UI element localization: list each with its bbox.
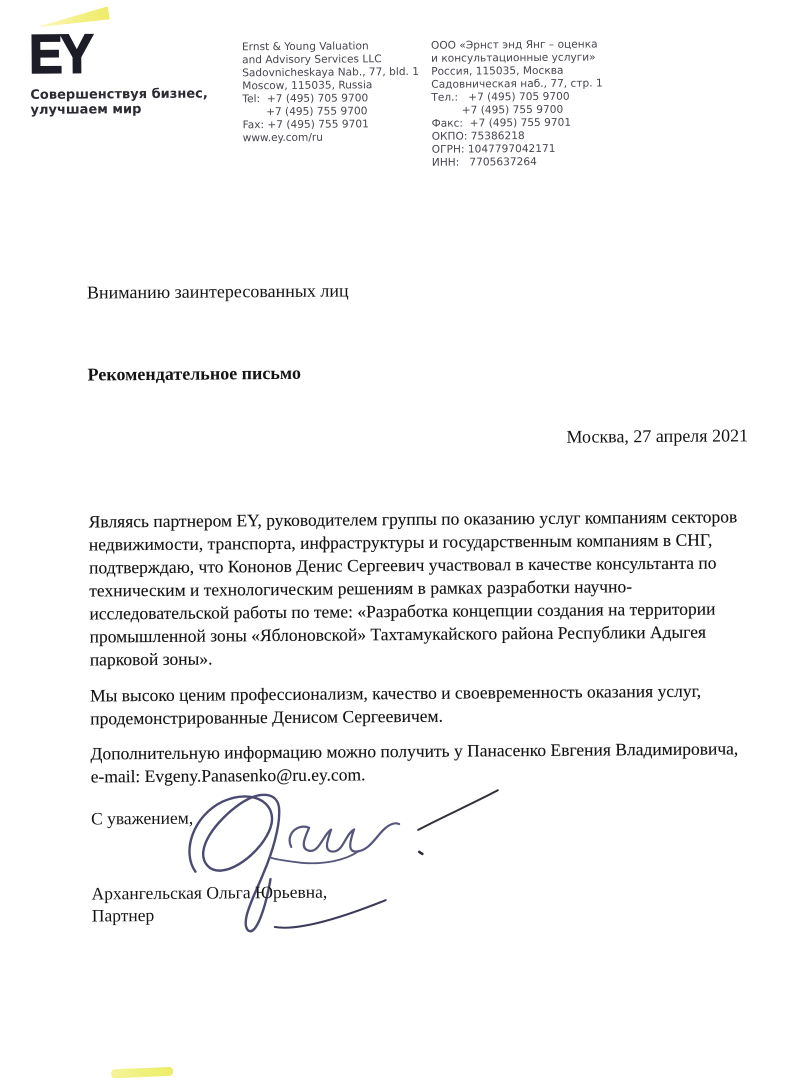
text-line: Fax: +7 (495) 755 9701 [242,118,369,132]
ey-logo: EY [28,22,92,85]
text-line: Совершенствуя бизнес, [30,86,208,103]
text-line: подтверждаю, что Кононов Денис Сергеевич участвовал в качестве консультанта по [88,552,717,578]
text-line: e-mail: Evgeny.Panasenko@ru.ey.com. [90,764,366,787]
text-line: Мы высоко ценим профессионализм, качество и своевременность оказания услуг, [89,680,702,706]
paragraph-experience [89,505,739,671]
text-line: техническим и технологическим решениям в рамках разработки научно- [89,576,633,601]
text-line: www.ey.com/ru [242,131,324,145]
signer-block [92,881,328,927]
text-line: Sadovnicheskaya Nab., 77, bld. 1 [242,65,420,80]
text-line: +7 (495) 755 9700 [242,105,368,119]
text-line: Тел.: +7 (495) 705 9700 [431,90,570,104]
highlighter-mark [111,1067,173,1079]
text-line: ИНН: 7705637264 [431,155,537,169]
text-line: исследовательской работы по теме: «Разработка концепции создания на территории [89,598,716,624]
address-column-russian [431,38,603,169]
text-line: и консультационные услуги» [431,51,596,65]
text-line: Дополнительную информацию можно получить у Панасенко Евгения Владимировича, [90,738,739,764]
signer-name: Архангельская Ольга Юрьевна, [91,881,328,904]
text-line: Tel: +7 (495) 705 9700 [242,92,369,106]
text-line: промышленной зоны «Яблоновской» Тахтамукайского района Республики Адыгея [89,621,707,647]
text-line: ОКПО: 75386218 [431,130,525,143]
text-line: +7 (495) 755 9700 [431,103,564,117]
text-line: and Advisory Services LLC [242,53,382,67]
text-line: Садовническая наб., 77, стр. 1 [431,77,603,91]
text-line: Являясь партнером EY, руководителем группы по оказанию услуг компаниям секторов [88,506,738,532]
text-line: продемонстрированные Денисом Сергеевичем. [90,705,444,729]
text-line: Россия, 115035, Москва [431,64,564,78]
text-line: ОГРН: 1047797042171 [431,142,556,156]
text-line: Факс: +7 (495) 755 9701 [431,116,572,130]
text-line: улучшаем мир [30,102,142,118]
text-line: Moscow, 115035, Russia [242,79,373,93]
subject-line: Рекомендательное письмо [87,362,301,385]
text-line: ООО «Эрнст энд Янг – оценка [430,38,598,52]
paragraph-appreciation [90,680,701,731]
text-line: Ernst & Young Valuation [241,40,369,54]
closing-line: С уважением, [90,807,194,829]
recipient-line: Вниманию заинтересованных лиц [86,280,349,303]
date-line: Москва, 27 апреля 2021 [566,425,749,447]
ey-tagline [30,87,208,118]
address-column-english [242,40,420,145]
text-line: недвижимости, транспорта, инфраструктуры и государственным компаниям в СНГ, [88,529,713,555]
text-line: парковой зоны». [89,648,213,670]
signer-title: Партнер [91,904,155,926]
